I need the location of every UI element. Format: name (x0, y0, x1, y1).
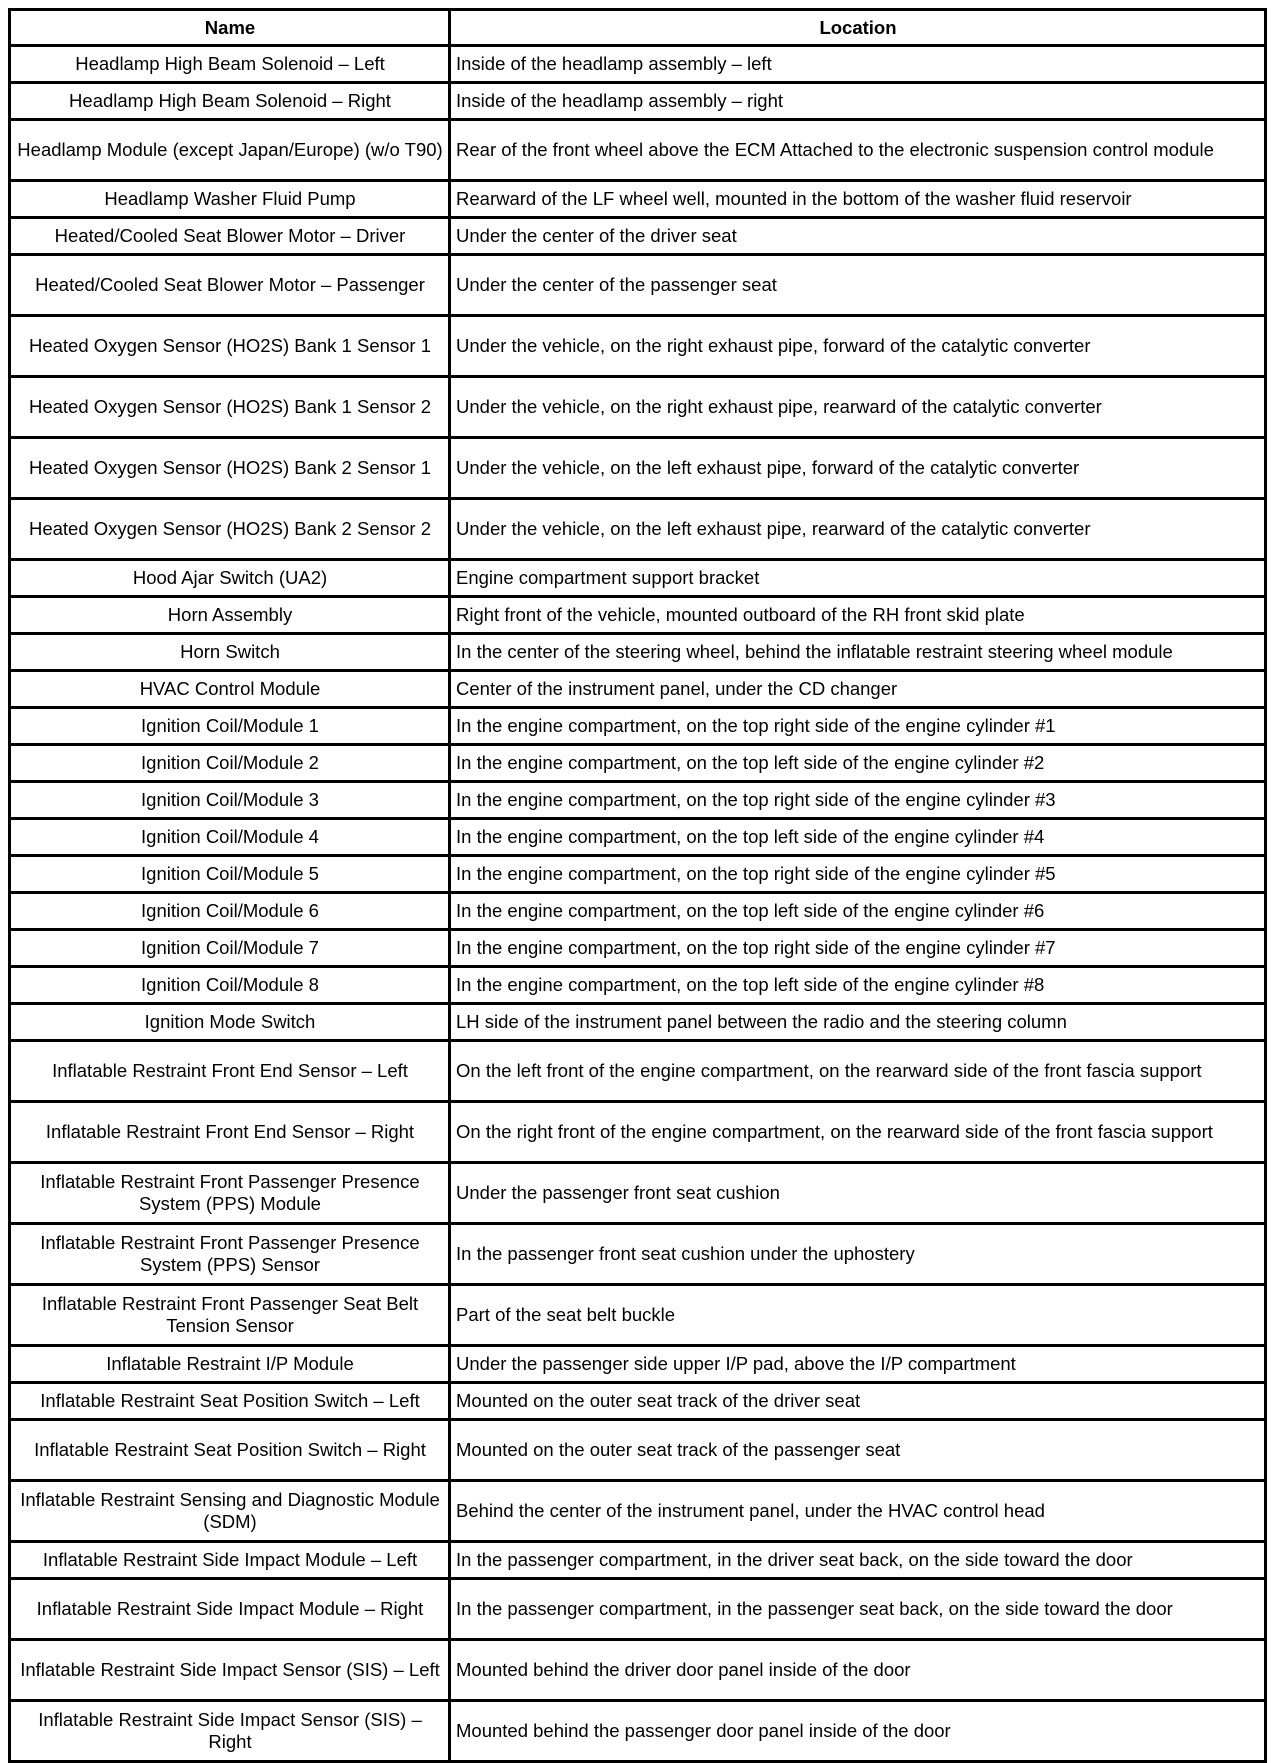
table-row (10, 377, 1266, 438)
table-row (10, 856, 1266, 893)
table-row (10, 1346, 1266, 1383)
component-location-cell: Under the center of the driver seat (450, 218, 1266, 255)
component-name-cell: Heated Oxygen Sensor (HO2S) Bank 1 Sensor 2 (10, 377, 450, 438)
table-row (10, 597, 1266, 634)
table-row (10, 1542, 1266, 1579)
component-name-cell: Ignition Coil/Module 8 (10, 967, 450, 1004)
component-location-cell: Under the vehicle, on the right exhaust pipe, rearward of the catalytic converter (450, 377, 1266, 438)
table-row (10, 218, 1266, 255)
table-row (10, 120, 1266, 181)
table-row (10, 1285, 1266, 1346)
component-name-cell: Inflatable Restraint Front End Sensor – Left (10, 1041, 450, 1102)
component-location-cell: Under the vehicle, on the left exhaust pipe, forward of the catalytic converter (450, 438, 1266, 499)
column-header-location: Location (450, 10, 1266, 46)
component-location-cell: Under the passenger side upper I/P pad, above the I/P compartment (450, 1346, 1266, 1383)
component-location-cell: In the engine compartment, on the top left side of the engine cylinder #8 (450, 967, 1266, 1004)
component-location-cell: In the passenger compartment, in the passenger seat back, on the side toward the door (450, 1579, 1266, 1640)
component-location-cell: In the passenger compartment, in the driver seat back, on the side toward the door (450, 1542, 1266, 1579)
component-name-cell: Heated/Cooled Seat Blower Motor – Passenger (10, 255, 450, 316)
table-row (10, 1579, 1266, 1640)
component-location-cell: Inside of the headlamp assembly – left (450, 46, 1266, 83)
component-location-cell: Mounted behind the passenger door panel inside of the door (450, 1701, 1266, 1762)
component-name-cell: Headlamp High Beam Solenoid – Right (10, 83, 450, 120)
component-location-cell: Under the vehicle, on the left exhaust pipe, rearward of the catalytic converter (450, 499, 1266, 560)
table-row (10, 1481, 1266, 1542)
component-name-cell: Heated Oxygen Sensor (HO2S) Bank 2 Sensor 1 (10, 438, 450, 499)
component-name-cell: Heated Oxygen Sensor (HO2S) Bank 2 Sensor 2 (10, 499, 450, 560)
component-name-cell: Inflatable Restraint Seat Position Switch – Left (10, 1383, 450, 1420)
table-header-row (10, 10, 1266, 46)
component-location-cell: Mounted on the outer seat track of the driver seat (450, 1383, 1266, 1420)
table-row (10, 1420, 1266, 1481)
table-row (10, 438, 1266, 499)
component-location-cell: Under the center of the passenger seat (450, 255, 1266, 316)
component-name-cell: Ignition Coil/Module 5 (10, 856, 450, 893)
component-name-cell: Ignition Coil/Module 7 (10, 930, 450, 967)
component-location-cell: Rear of the front wheel above the ECM Attached to the electronic suspension control module (450, 120, 1266, 181)
table-row (10, 782, 1266, 819)
table-row (10, 255, 1266, 316)
component-location-cell: In the engine compartment, on the top right side of the engine cylinder #3 (450, 782, 1266, 819)
component-location-cell: Behind the center of the instrument panel, under the HVAC control head (450, 1481, 1266, 1542)
component-name-cell: Inflatable Restraint Side Impact Module – Left (10, 1542, 450, 1579)
component-name-cell: Heated/Cooled Seat Blower Motor – Driver (10, 218, 450, 255)
table-row (10, 634, 1266, 671)
component-location-cell: In the passenger front seat cushion under the uphostery (450, 1224, 1266, 1285)
component-name-cell: Inflatable Restraint Sensing and Diagnostic Module (SDM) (10, 1481, 450, 1542)
component-name-cell: Ignition Coil/Module 3 (10, 782, 450, 819)
component-name-cell: Headlamp Module (except Japan/Europe) (w/o T90) (10, 120, 450, 181)
table-row (10, 1041, 1266, 1102)
table-row (10, 819, 1266, 856)
component-location-cell: Under the vehicle, on the right exhaust pipe, forward of the catalytic converter (450, 316, 1266, 377)
component-location-cell: In the engine compartment, on the top right side of the engine cylinder #7 (450, 930, 1266, 967)
component-name-cell: Inflatable Restraint Side Impact Sensor (SIS) – Left (10, 1640, 450, 1701)
table-row (10, 560, 1266, 597)
component-location-cell: In the engine compartment, on the top left side of the engine cylinder #4 (450, 819, 1266, 856)
table-row (10, 499, 1266, 560)
component-location-cell: Mounted on the outer seat track of the passenger seat (450, 1420, 1266, 1481)
component-location-cell: LH side of the instrument panel between the radio and the steering column (450, 1004, 1266, 1041)
component-name-cell: Ignition Coil/Module 2 (10, 745, 450, 782)
component-name-cell: Inflatable Restraint I/P Module (10, 1346, 450, 1383)
table-row (10, 967, 1266, 1004)
component-location-cell: Inside of the headlamp assembly – right (450, 83, 1266, 120)
column-header-name: Name (10, 10, 450, 46)
table-row (10, 1224, 1266, 1285)
component-location-cell: Rearward of the LF wheel well, mounted in the bottom of the washer fluid reservoir (450, 181, 1266, 218)
table-row (10, 930, 1266, 967)
component-name-cell: Inflatable Restraint Front Passenger Seat Belt Tension Sensor (10, 1285, 450, 1346)
table-row (10, 745, 1266, 782)
table-row (10, 316, 1266, 377)
component-location-cell: In the engine compartment, on the top right side of the engine cylinder #5 (450, 856, 1266, 893)
table-row (10, 671, 1266, 708)
component-location-cell: In the engine compartment, on the top right side of the engine cylinder #1 (450, 708, 1266, 745)
component-name-cell: Hood Ajar Switch (UA2) (10, 560, 450, 597)
table-row (10, 46, 1266, 83)
component-location-cell: In the engine compartment, on the top left side of the engine cylinder #6 (450, 893, 1266, 930)
component-name-cell: Inflatable Restraint Side Impact Sensor (SIS) – Right (10, 1701, 450, 1762)
component-location-cell: On the right front of the engine compartment, on the rearward side of the front fascia support (450, 1102, 1266, 1163)
table-row (10, 708, 1266, 745)
component-name-cell: Horn Assembly (10, 597, 450, 634)
component-name-cell: Ignition Coil/Module 1 (10, 708, 450, 745)
table-row (10, 1004, 1266, 1041)
component-location-cell: Under the passenger front seat cushion (450, 1163, 1266, 1224)
component-location-cell: Right front of the vehicle, mounted outboard of the RH front skid plate (450, 597, 1266, 634)
component-location-cell: In the engine compartment, on the top left side of the engine cylinder #2 (450, 745, 1266, 782)
component-name-cell: Ignition Mode Switch (10, 1004, 450, 1041)
component-location-cell: Engine compartment support bracket (450, 560, 1266, 597)
component-name-cell: Headlamp Washer Fluid Pump (10, 181, 450, 218)
table-row (10, 1163, 1266, 1224)
component-location-cell: Center of the instrument panel, under the CD changer (450, 671, 1266, 708)
component-name-cell: Inflatable Restraint Front End Sensor – Right (10, 1102, 450, 1163)
table-row (10, 1640, 1266, 1701)
component-name-cell: Heated Oxygen Sensor (HO2S) Bank 1 Sensor 1 (10, 316, 450, 377)
component-name-cell: Inflatable Restraint Seat Position Switch – Right (10, 1420, 450, 1481)
table-row (10, 83, 1266, 120)
component-location-cell: In the center of the steering wheel, behind the inflatable restraint steering wheel module (450, 634, 1266, 671)
component-name-cell: Inflatable Restraint Front Passenger Presence System (PPS) Module (10, 1163, 450, 1224)
component-location-cell: Part of the seat belt buckle (450, 1285, 1266, 1346)
component-name-cell: Horn Switch (10, 634, 450, 671)
table-row (10, 893, 1266, 930)
table-body (10, 46, 1266, 1762)
table-row (10, 1383, 1266, 1420)
component-location-cell: On the left front of the engine compartment, on the rearward side of the front fascia support (450, 1041, 1266, 1102)
component-name-cell: Headlamp High Beam Solenoid – Left (10, 46, 450, 83)
table-row (10, 181, 1266, 218)
component-location-table (8, 8, 1267, 1763)
table-row (10, 1701, 1266, 1762)
component-name-cell: Ignition Coil/Module 6 (10, 893, 450, 930)
component-name-cell: HVAC Control Module (10, 671, 450, 708)
component-name-cell: Inflatable Restraint Side Impact Module – Right (10, 1579, 450, 1640)
component-location-cell: Mounted behind the driver door panel inside of the door (450, 1640, 1266, 1701)
component-name-cell: Inflatable Restraint Front Passenger Presence System (PPS) Sensor (10, 1224, 450, 1285)
component-name-cell: Ignition Coil/Module 4 (10, 819, 450, 856)
table-row (10, 1102, 1266, 1163)
